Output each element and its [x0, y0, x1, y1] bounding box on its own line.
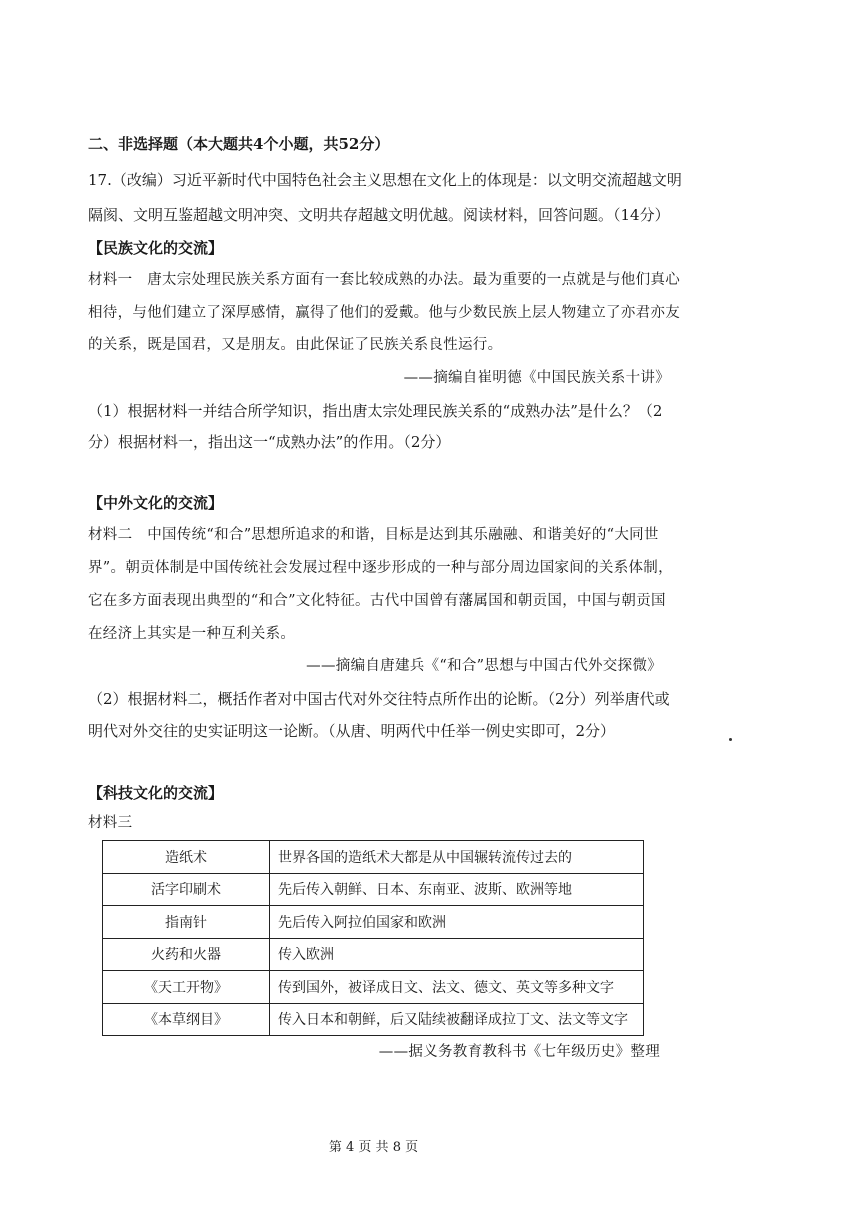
material2-line-3: 它在多方面表现出典型的“和合”文化特征。古代中国曾有藩属国和朝贡国，中国与朝贡国: [88, 593, 666, 609]
scan-speck: [729, 738, 732, 741]
material3-source: ——据义务教育教科书《七年级历史》整理: [378, 1044, 660, 1060]
material3-label: 材料三: [88, 815, 133, 831]
material1-line-1: 材料一 唐太宗处理民族关系方面有一套比较成熟的办法。最为重要的一点就是与他们真心: [88, 272, 680, 288]
table-cell-item: 造纸术: [103, 841, 270, 874]
table-cell-item: 《天工开物》: [103, 971, 270, 1004]
section-header: 二、非选择题（本大题共4个小题，共52分）: [88, 135, 390, 153]
table-cell-spread: 传入日本和朝鲜，后又陆续被翻译成拉丁文、法文等文字: [270, 1003, 644, 1036]
question1-line-1: （1）根据材料一并结合所学知识，指出唐太宗处理民族关系的“成熟办法”是什么？（2: [88, 402, 663, 420]
table-row: [103, 1003, 644, 1036]
table-row: [103, 841, 644, 874]
page-footer: 第 4 页 共 8 页: [328, 1140, 419, 1155]
table-cell-item: 指南针: [103, 906, 270, 939]
table-cell-spread: 先后传入阿拉伯国家和欧洲: [270, 906, 644, 939]
table-cell-spread: 世界各国的造纸术大都是从中国辗转流传过去的: [270, 841, 644, 874]
table-row: [103, 906, 644, 939]
material2-line-2: 界”。朝贡体制是中国传统社会发展过程中逐步形成的一种与部分周边国家间的关系体制，: [88, 560, 673, 576]
table-cell-item: 火药和火器: [103, 938, 270, 971]
question2-line-2: 明代对外交往的史实证明这一论断。（从唐、明两代中任举一例史实即可，2分）: [88, 722, 616, 740]
table-cell-item: 活字印刷术: [103, 873, 270, 906]
part2-heading: 【中外文化的交流】: [88, 494, 224, 512]
table-cell-spread: 先后传入朝鲜、日本、东南亚、波斯、欧洲等地: [270, 873, 644, 906]
material1-line-2: 相待，与他们建立了深厚感情，赢得了他们的爱戴。他与少数民族上层人物建立了亦君亦友: [88, 305, 680, 321]
material1-source: ——摘编自崔明德《中国民族关系十讲》: [403, 370, 670, 386]
material2-line-4: 在经济上其实是一种互利关系。: [88, 626, 296, 642]
question-17-line-2: 隔阂、文明互鉴超越文明冲突、文明共存超越文明优越。阅读材料，回答问题。（14分）: [88, 206, 670, 224]
table-cell-spread: 传到国外，被译成日文、法文、德文、英文等多种文字: [270, 971, 644, 1004]
table-cell-item: 《本草纲目》: [103, 1003, 270, 1036]
part3-heading: 【科技文化的交流】: [88, 784, 224, 802]
table-row: [103, 873, 644, 906]
question-17-line-1: 17.（改编）习近平新时代中国特色社会主义思想在文化上的体现是：以文明交流超越文明: [88, 171, 682, 189]
part1-heading: 【民族文化的交流】: [88, 239, 224, 257]
table-cell-spread: 传入欧洲: [270, 938, 644, 971]
table-row: [103, 971, 644, 1004]
question2-line-1: （2）根据材料二，概括作者对中国古代对外交往特点所作出的论断。（2分）列举唐代或: [88, 690, 670, 708]
table-row: [103, 938, 644, 971]
material1-line-3: 的关系，既是国君，又是朋友。由此保证了民族关系良性运行。: [88, 337, 503, 353]
question1-line-2: 分）根据材料一，指出这一“成熟办法”的作用。（2分）: [88, 433, 451, 451]
material2-line-1: 材料二 中国传统“和合”思想所追求的和谐，目标是达到其乐融融、和谐美好的“大同世: [88, 527, 659, 543]
material2-source: ——摘编自唐建兵《“和合”思想与中国古代外交探微》: [306, 658, 662, 674]
science-exchange-table: [102, 840, 644, 1036]
